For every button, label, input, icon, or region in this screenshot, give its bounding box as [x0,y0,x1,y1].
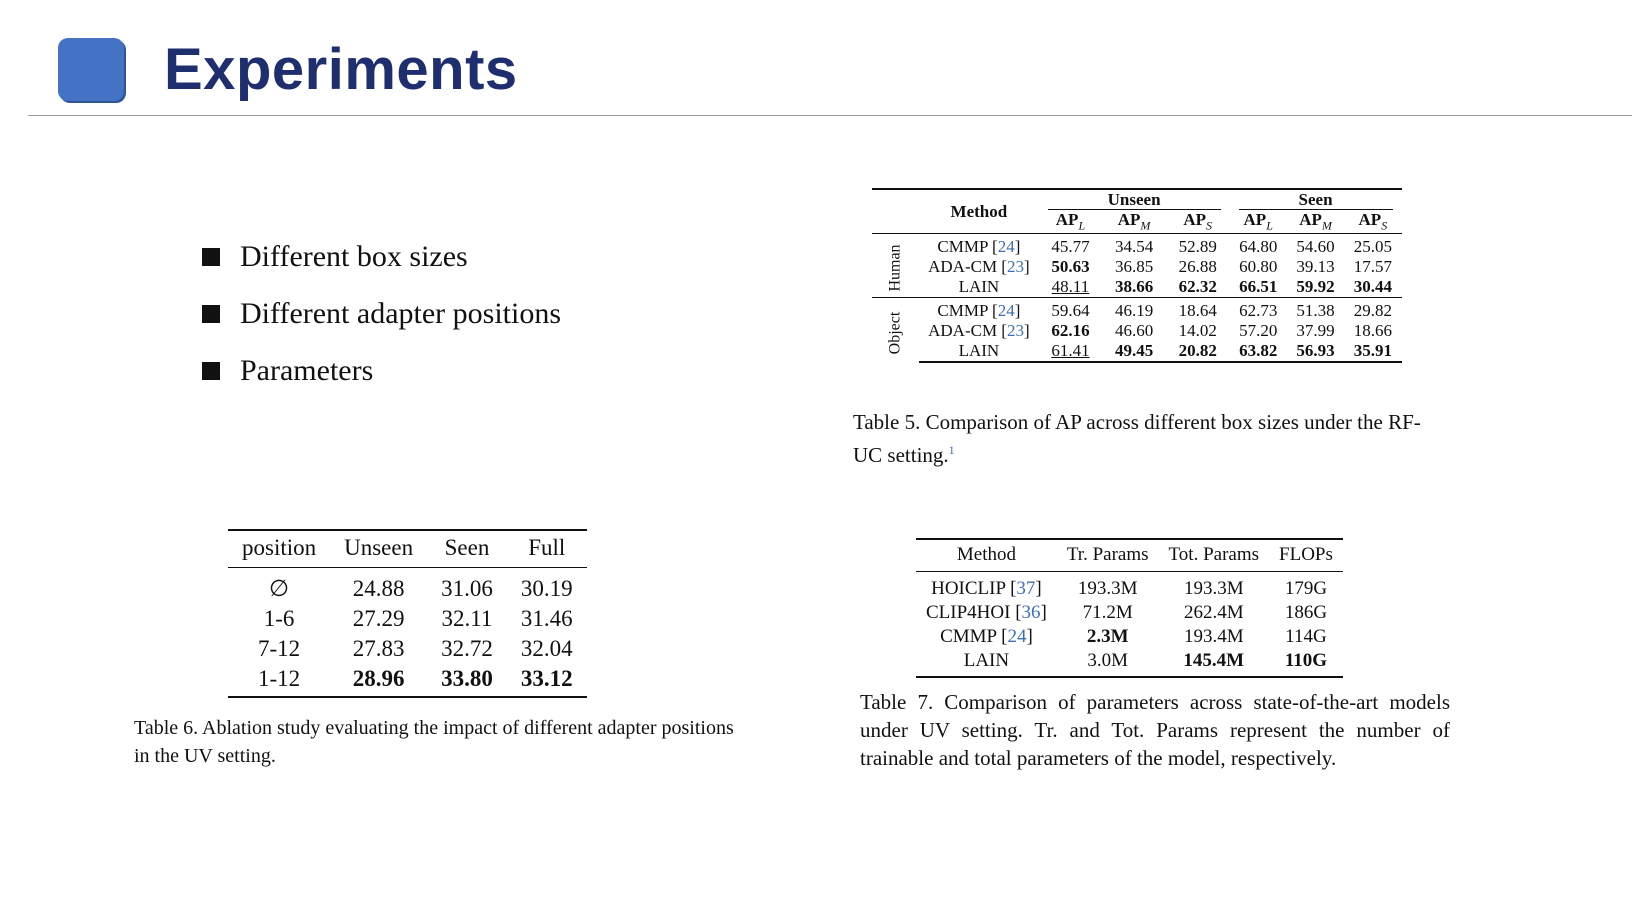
table-row [872,341,1402,362]
table-6 [228,529,587,698]
value-cell: 32.11 [441,606,493,631]
table-row [228,664,587,697]
ap-header: $AP_S$ [1183,210,1213,233]
value-cell: 49.45 [1102,341,1166,362]
value-cell: 18.64 [1166,298,1230,322]
value-cell: 2.3M [1086,626,1129,647]
title-square-icon [58,38,124,101]
position-cell: 7-12 [257,636,301,661]
table-row [872,277,1402,298]
method-cell: CLIP4HOI [36] [926,602,1047,623]
position-cell: 1-12 [228,664,330,697]
unseen-header: Unseen [1039,189,1230,210]
value-cell: 56.93 [1287,341,1344,362]
method-cell: CMMP [24] [919,298,1039,322]
value-cell: 51.38 [1287,298,1344,322]
title-divider [28,115,1632,116]
value-cell: 62.32 [1178,277,1217,297]
value-cell: 35.91 [1344,341,1401,362]
ap-header: $AP_L$ [1055,210,1086,233]
column-header: Full [507,530,587,568]
value-cell: 28.96 [330,664,427,697]
value-cell: 179G [1284,578,1328,599]
value-cell: 63.82 [1230,341,1287,362]
table-7-caption: Table 7. Comparison of parameters across state-of-the-art models under UV setting. Tr. and Tot. Params represent the number of trainable and total parameters of the model, respectively. [860,690,1450,770]
table-header-row [228,530,587,568]
column-header: position [228,530,330,568]
ap-header: $AP_M$ [1299,210,1332,233]
value-cell: 30.44 [1353,277,1392,297]
value-cell: 39.13 [1296,257,1335,277]
value-cell: 38.66 [1114,277,1154,297]
method-cell: LAIN [958,277,1000,297]
value-cell: 26.88 [1178,257,1217,277]
table-row [228,568,587,605]
bullet-text: Different adapter positions [240,296,562,330]
value-cell: 62.16 [1051,321,1090,341]
ap-header: $AP_M$ [1117,210,1151,233]
value-cell: 193.3M [1183,578,1244,599]
table-row [228,634,587,664]
value-cell: 186G [1284,602,1328,623]
value-cell: 193.3M [1077,578,1138,599]
position-cell: 1-6 [263,606,295,631]
value-cell: 20.82 [1166,341,1230,362]
value-cell: 46.19 [1102,298,1166,322]
value-cell: 36.85 [1114,257,1154,277]
value-cell: 66.51 [1239,277,1278,297]
position-cell: ∅ [269,576,290,601]
value-cell: 18.66 [1353,321,1392,341]
bullet-item [202,285,561,342]
value-cell: 14.02 [1178,321,1217,341]
value-cell: 32.04 [520,636,573,661]
group-label: Human [872,234,919,298]
value-cell: 34.54 [1102,234,1166,258]
seen-header: Seen [1230,189,1402,210]
value-cell: 71.2M [1082,602,1133,623]
value-cell: 64.80 [1230,234,1287,258]
value-cell: 24.88 [352,576,405,601]
value-cell: 27.29 [352,606,405,631]
table-row [872,321,1402,341]
bullet-list [202,228,561,399]
table-7 [916,538,1343,678]
value-cell: 62.73 [1230,298,1287,322]
method-header: Method [919,189,1039,234]
value-cell: 59.64 [1039,298,1103,322]
table-row [872,257,1402,277]
value-cell: 17.57 [1353,257,1392,277]
method-cell: ADA-CM [23] [928,257,1030,277]
value-cell: 59.92 [1296,277,1335,297]
table-header-row [872,189,1402,210]
ap-header: $AP_S$ [1358,210,1388,233]
column-header: Method [916,539,1057,572]
bullet-text: Parameters [240,353,374,387]
square-bullet-icon [202,362,220,380]
column-header: FLOPs [1269,539,1343,572]
table-row [916,649,1343,677]
column-header: Tot. Params [1159,539,1270,572]
bullet-item [202,228,561,285]
bullet-item [202,342,561,399]
group-label: Object [872,298,919,363]
table-6-caption: Table 6. Ablation study evaluating the impact of different adapter positions in the UV setting. [134,717,734,767]
table-5-caption: Table 5. Comparison of AP across different box sizes under the RF-UC setting.$^1$ [853,410,1421,467]
column-header: Seen [427,530,507,568]
value-cell: 57.20 [1239,321,1278,341]
table-5 [872,188,1402,363]
method-cell: LAIN [919,341,1039,362]
square-bullet-icon [202,305,220,323]
table-header-row [916,539,1343,572]
method-cell: CMMP [24] [940,626,1033,647]
value-cell: 48.11 [1051,277,1090,297]
value-cell: 29.82 [1344,298,1401,322]
value-cell: 54.60 [1287,234,1344,258]
value-cell: 37.99 [1296,321,1335,341]
value-cell: 3.0M [1057,649,1159,677]
value-cell: 61.41 [1039,341,1103,362]
method-cell: HOICLIP [37] [931,578,1042,599]
slide-title: Experiments [164,37,518,102]
column-header: Tr. Params [1057,539,1159,572]
value-cell: 45.77 [1039,234,1103,258]
value-cell: 33.80 [427,664,507,697]
value-cell: 52.89 [1166,234,1230,258]
table-row [872,298,1402,322]
value-cell: 31.46 [520,606,573,631]
value-cell: 145.4M [1159,649,1270,677]
value-cell: 25.05 [1344,234,1401,258]
method-cell: ADA-CM [23] [928,321,1030,341]
bullet-text: Different box sizes [240,239,468,273]
value-cell: 27.83 [352,636,405,661]
method-cell: CMMP [24] [919,234,1039,258]
method-cell: LAIN [916,649,1057,677]
table-row [228,604,587,634]
table-row [916,572,1343,602]
value-cell: 110G [1269,649,1343,677]
value-cell: 193.4M [1183,626,1244,647]
value-cell: 31.06 [441,576,493,601]
value-cell: 33.12 [507,664,587,697]
ap-header: $AP_L$ [1243,210,1273,233]
table-row [916,601,1343,625]
value-cell: 32.72 [441,636,493,661]
table-row [872,234,1402,258]
value-cell: 30.19 [520,576,573,601]
value-cell: 114G [1285,626,1327,647]
value-cell: 60.80 [1239,257,1278,277]
table-row [916,625,1343,649]
square-bullet-icon [202,248,220,266]
value-cell: 262.4M [1183,602,1244,623]
value-cell: 50.63 [1051,257,1090,277]
column-header: Unseen [330,530,427,568]
value-cell: 46.60 [1114,321,1154,341]
